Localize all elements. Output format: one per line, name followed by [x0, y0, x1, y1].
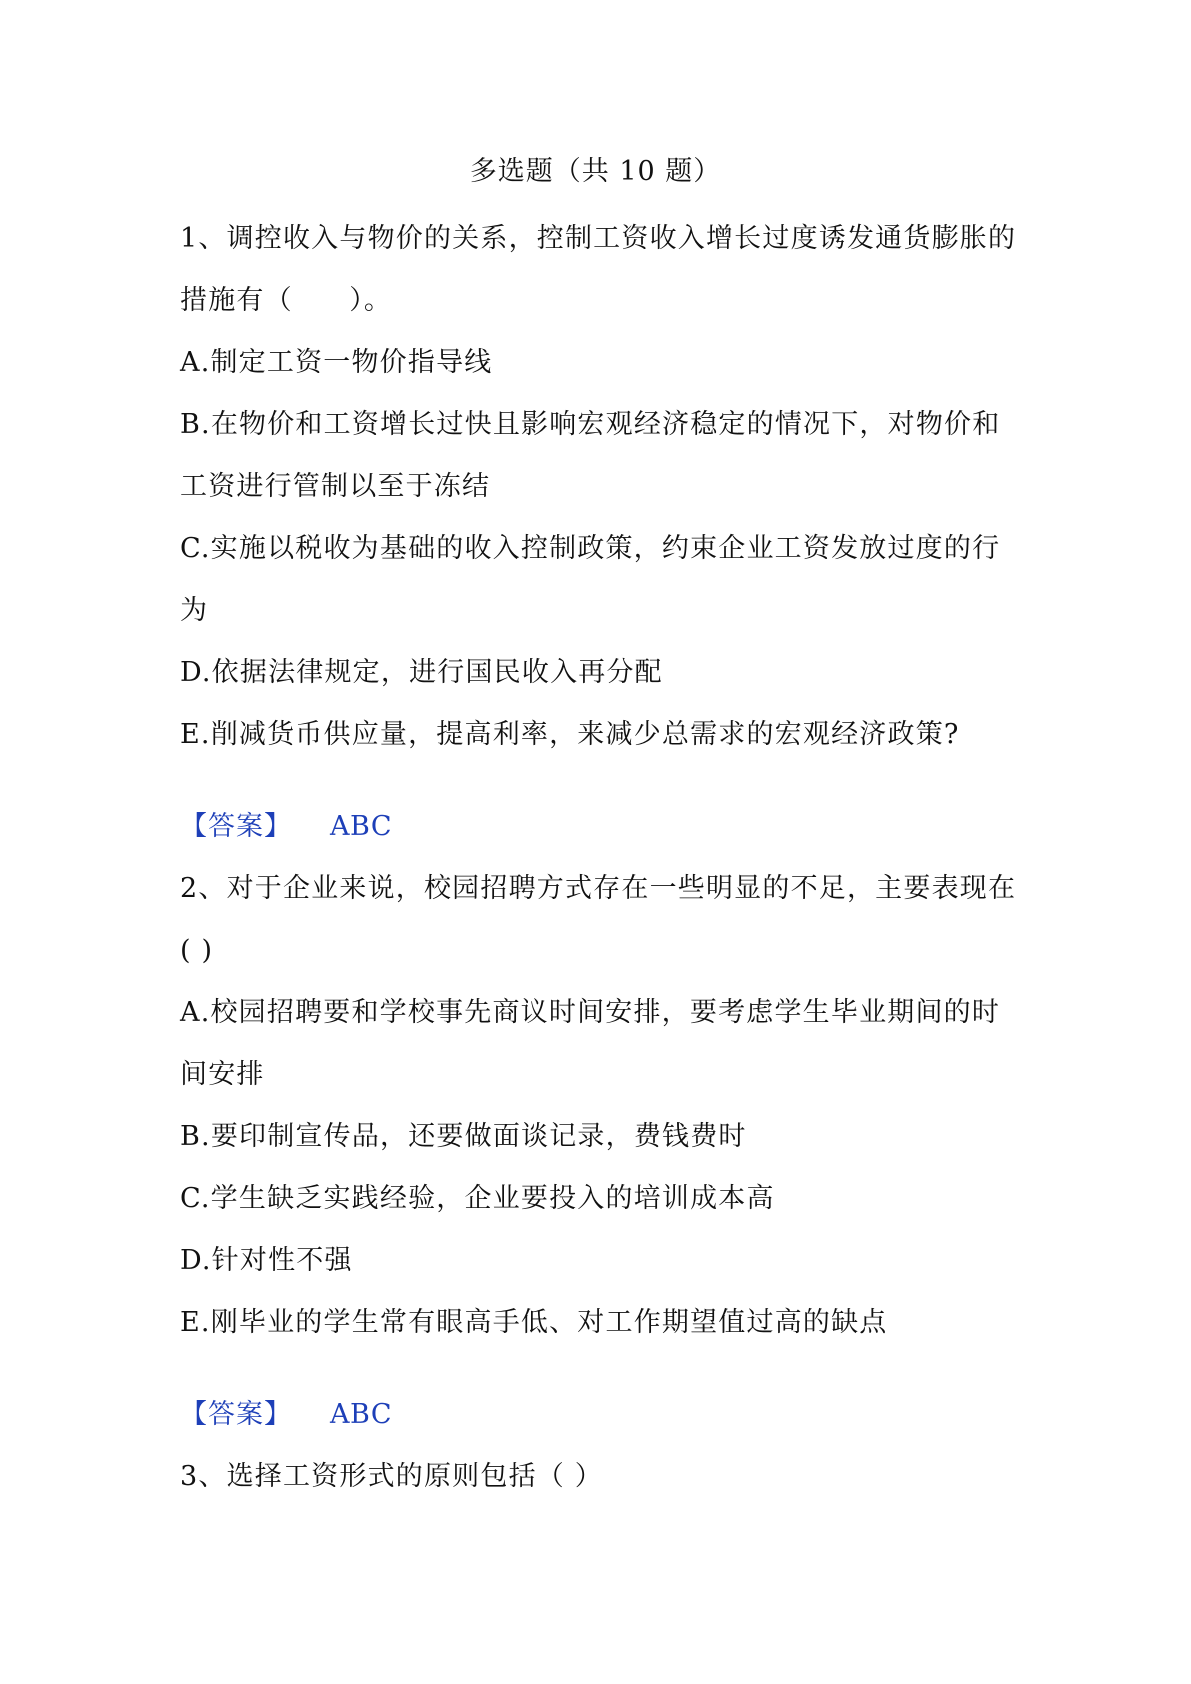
answer-value: ABC [330, 811, 392, 842]
question-1-option-a: A.制定工资一物价指导线 [180, 347, 493, 378]
question-1-option-b-line-1: B.在物价和工资增长过快且影响宏观经济稳定的情况下，对物价和 [180, 409, 1001, 440]
question-1-option-c-line-2: 为 [180, 595, 209, 626]
question-2-option-b: B.要印制宣传品，还要做面谈记录，费钱费时 [180, 1121, 747, 1152]
question-1-stem-line-1: 1、调控收入与物价的关系，控制工资收入增长过度诱发通货膨胀的 [180, 223, 1017, 254]
section-title: 多选题（共 10 题） [469, 156, 722, 187]
question-2-stem-line-2: ( ) [180, 935, 214, 966]
question-2-option-a-line-1: A.校园招聘要和学校事先商议时间安排，要考虑学生毕业期间的时 [180, 997, 1001, 1028]
question-list [180, 208, 1020, 1508]
question-2-option-e: E.刚毕业的学生常有眼高手低、对工作期望值过高的缺点 [180, 1307, 888, 1338]
answer-label: 【答案】 [180, 1399, 292, 1430]
question-2-answer [180, 1384, 1020, 1446]
question-1-answer [180, 796, 1020, 858]
question-2-stem-line-1: 2、对于企业来说，校园招聘方式存在一些明显的不足，主要表现在 [180, 873, 1017, 904]
question-1-stem-line-2: 措施有（ ）。 [180, 285, 393, 316]
question-2-option-a-line-2: 间安排 [180, 1059, 265, 1090]
question-2-option-d: D.针对性不强 [180, 1245, 353, 1276]
answer-value: ABC [330, 1399, 392, 1430]
question-1-option-b-line-2: 工资进行管制以至于冻结 [180, 471, 491, 502]
question-2 [180, 858, 1020, 1446]
question-2-option-c: C.学生缺乏实践经验，企业要投入的培训成本高 [180, 1183, 775, 1214]
answer-label: 【答案】 [180, 811, 292, 842]
question-3-stem-line-1: 3、选择工资形式的原则包括（ ） [180, 1461, 603, 1492]
question-1-option-c-line-1: C.实施以税收为基础的收入控制政策，约束企业工资发放过度的行 [180, 533, 1001, 564]
question-3 [180, 1446, 1020, 1508]
question-1-option-e: E.削减货币供应量，提高利率，来减少总需求的宏观经济政策? [180, 719, 960, 750]
question-1-option-d: D.依据法律规定，进行国民收入再分配 [180, 657, 663, 688]
question-1 [180, 208, 1020, 858]
